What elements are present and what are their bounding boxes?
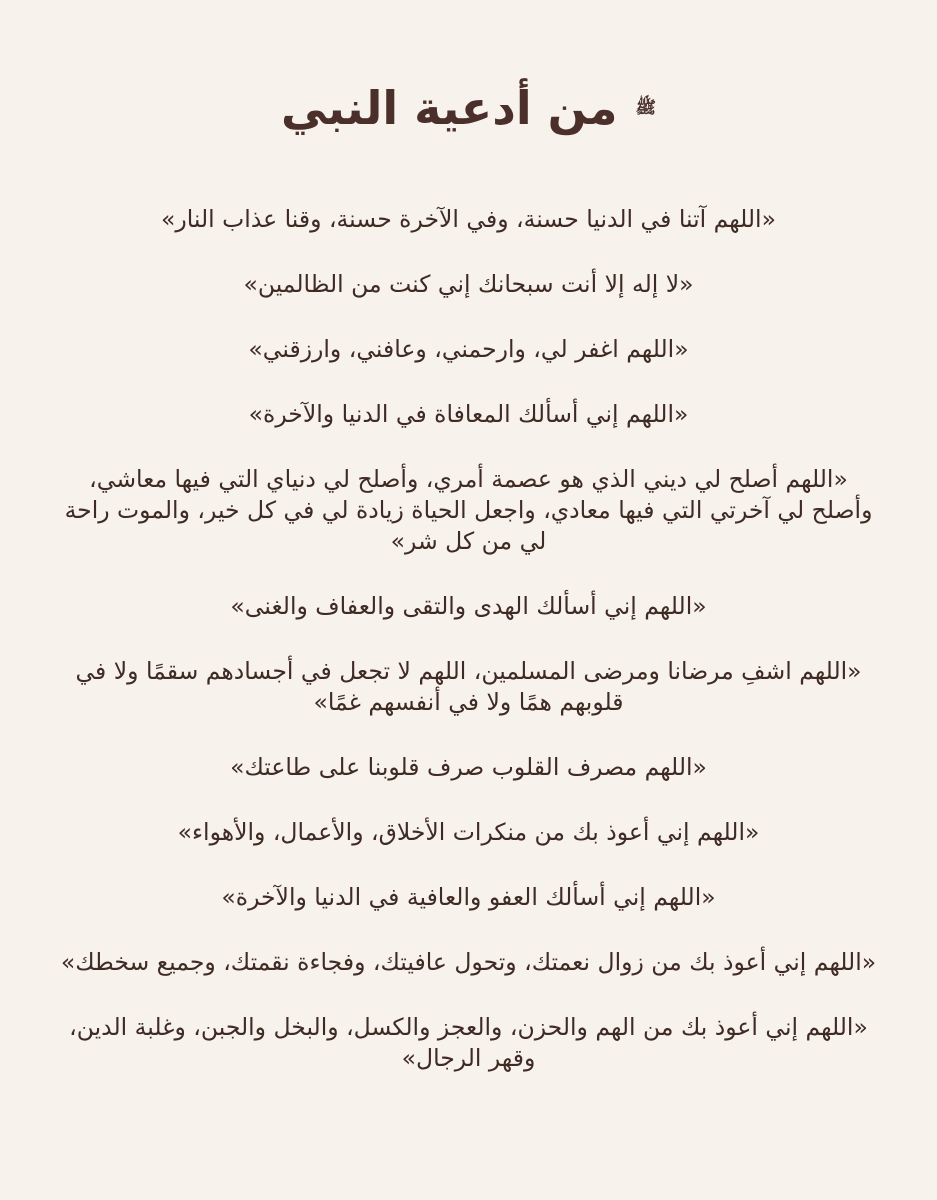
dua-item: «اللهم اشفِ مرضانا ومرضى المسلمين، اللهم لا تجعل في أجسادهم سقمًا ولا في قلوبهم همًا ولا في أنفسهم غمًا» bbox=[75, 657, 862, 716]
dua-list bbox=[60, 204, 877, 1108]
dua-item: «اللهم اغفر لي، وارحمني، وعافني، وارزقني» bbox=[248, 335, 689, 363]
dua-item: «لا إله إلا أنت سبحانك إني كنت من الظالمين» bbox=[243, 270, 694, 298]
dua-item: «اللهم إني أسألك العفو والعافية في الدنيا والآخرة» bbox=[221, 883, 716, 911]
dua-item: «اللهم إني أعوذ بك من الهم والحزن، والعجز والكسل، والبخل والجبن، وغلبة الدين، وقهر الرجال» bbox=[69, 1013, 868, 1072]
dua-item: «اللهم مصرف القلوب صرف قلوبنا على طاعتك» bbox=[230, 753, 707, 781]
dua-item: «اللهم إني أعوذ بك من منكرات الأخلاق، والأعمال، والأهواء» bbox=[177, 818, 760, 846]
title-area bbox=[0, 78, 937, 138]
title-text: من أدعية النبي bbox=[280, 81, 618, 135]
dua-item: «اللهم إني أسألك المعافاة في الدنيا والآخرة» bbox=[248, 400, 689, 428]
dua-item: «اللهم أصلح لي ديني الذي هو عصمة أمري، وأصلح لي دنياي التي فيها معاشي، وأصلح لي آخرتي التي فيها معادي، واجعل الحياة زيادة لي في كل خير، والموت راحة لي من كل شر» bbox=[64, 465, 873, 555]
dua-item: «اللهم إني أسألك الهدى والتقى والعفاف والغنى» bbox=[230, 592, 707, 620]
page-title bbox=[280, 81, 657, 135]
dua-item: «اللهم إني أعوذ بك من زوال نعمتك، وتحول عافيتك، وفجاءة نقمتك، وجميع سخطك» bbox=[60, 948, 877, 976]
salawat-seal: ﷺ bbox=[635, 97, 657, 118]
dua-item: «اللهم آتنا في الدنيا حسنة، وفي الآخرة حسنة، وقنا عذاب النار» bbox=[161, 205, 776, 233]
